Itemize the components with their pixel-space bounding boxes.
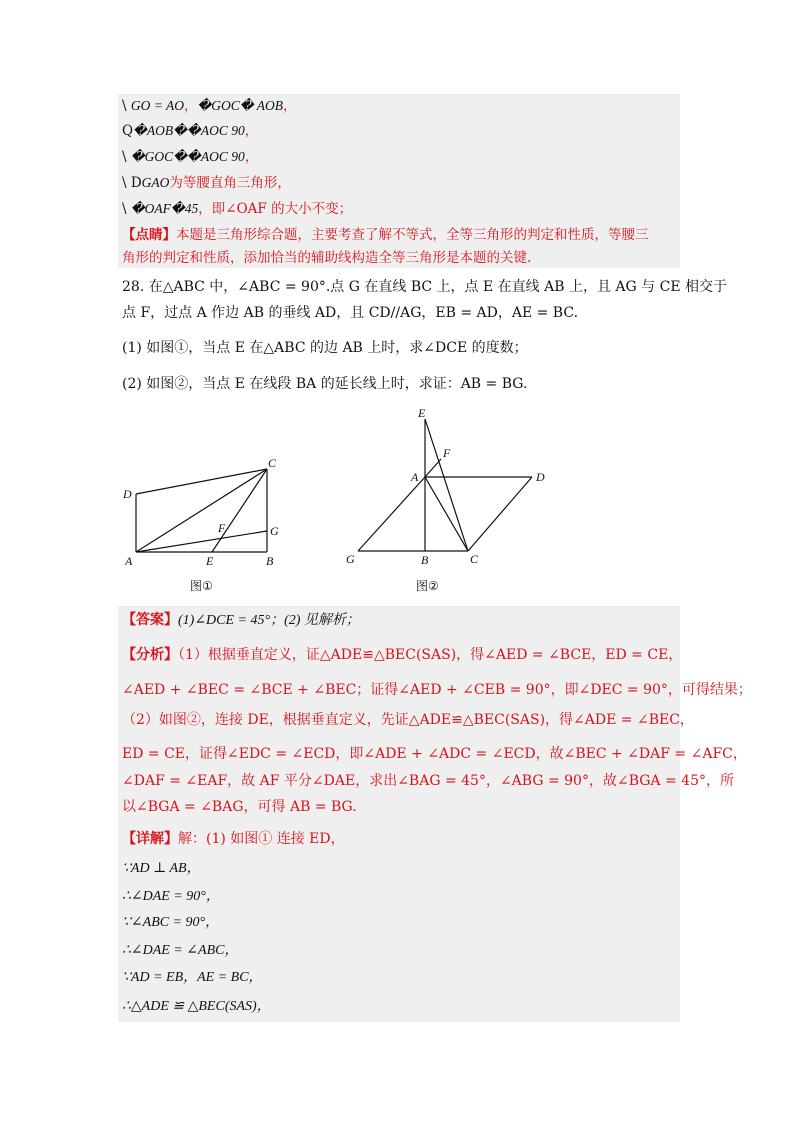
fig1-label-c: C (268, 456, 277, 470)
question-part-2: (2) 如图②，当点 E 在线段 BA 的延长线上时，求证：AB = BG. (122, 376, 528, 392)
detail-line-2: ∴∠DAE = 90°， (122, 889, 220, 904)
fig2-ga (358, 477, 425, 551)
fig1-label-d: D (123, 487, 132, 501)
figure-1 (136, 469, 267, 552)
detail-line-4: ∴∠DAE = ∠ABC， (122, 943, 239, 958)
analysis-label: 【分析】 (122, 647, 178, 663)
figure-2 (358, 419, 532, 551)
fig2-caption: 图② (416, 579, 439, 593)
comment-label: 【点睛】 (122, 227, 176, 243)
analysis-line-2: ∠AED + ∠BEC = ∠BCE + ∠BEC；证得∠AED + ∠CEB = 90°，即∠DEC = 90°，可得结果； (122, 682, 752, 698)
analysis-line-3: （2）如图②，连接 DE，根据垂直定义，先证△ADE≌△BEC(SAS)，得∠ADE = ∠BEC， (122, 712, 694, 728)
question-part-1: (1) 如图①，当点 E 在△ABC 的边 AB 上时，求∠DCE 的度数； (122, 340, 528, 356)
question-line-2: 点 F，过点 A 作边 AB 的垂线 AD，且 CD//AG，EB = AD，AE = BC. (122, 305, 579, 321)
fig2-label-g: G (346, 552, 355, 566)
fig2-cd (468, 477, 532, 551)
fig2-label-a: A (411, 470, 419, 484)
question-number: 28. (122, 279, 145, 295)
fig2-label-e: E (418, 406, 426, 420)
fig1-label-g: G (270, 524, 279, 538)
fig1-label-f: F (218, 521, 226, 535)
fig1-label-e: E (206, 554, 214, 568)
question-line-1: 28. 在△ABC 中，∠ABC = 90°.点 G 在直线 BC 上，点 E 在直线 AB 上，且 AG 与 CE 相交于 (122, 279, 727, 295)
fig2-label-b: B (421, 553, 429, 567)
fig2-label-c: C (470, 552, 479, 566)
top-line-1: \ GO = AO，�GOC� AOB， (122, 98, 297, 114)
top-line-3: \ �GOC��AOC 90， (122, 149, 259, 165)
fig2-label-d: D (536, 470, 545, 484)
analysis-line-1: 【分析】（1）根据垂直定义，证△ADE≌△BEC(SAS)，得∠AED = ∠BCE，ED = CE， (122, 647, 683, 663)
fig1-label-a: A (125, 554, 133, 568)
fig1-ag (136, 531, 267, 552)
figures (0, 405, 800, 605)
top-line-4: \ DGAO为等腰直角三角形， (122, 175, 291, 191)
fig1-label-b: B (266, 554, 274, 568)
analysis-line-4: ED = CE，证得∠EDC = ∠ECD，即∠ADE + ∠ADC = ∠ECD，故∠BEC + ∠DAF = ∠AFC， (122, 746, 747, 762)
detail-line-1: ∵AD ⊥ AB， (122, 861, 201, 876)
detail-line-5: ∵AD = EB，AE = BC， (122, 970, 263, 985)
answer-label: 【答案】 (122, 612, 178, 628)
fig2-label-f: F (443, 446, 451, 460)
fig1-caption: 图① (190, 579, 213, 593)
analysis-line-5: ∠DAF = ∠EAF，故 AF 平分∠DAE，求出∠BAG = 45°，∠ABG = 90°，故∠BGA = 45°，所 (122, 773, 734, 789)
detail-label: 【详解】 (122, 831, 178, 847)
detail-line-6: ∴△ADE ≌ △BEC(SAS)， (122, 999, 271, 1014)
comment-line-1: 【点睛】本题是三角形综合题，主要考查了解不等式，全等三角形的判定和性质，等腰三 (122, 227, 649, 243)
detail-line-3: ∵∠ABC = 90°， (122, 915, 220, 930)
fig1-ec (212, 469, 267, 552)
fig2-ac (425, 477, 468, 551)
comment-line-2: 角形的判定和性质，添加恰当的辅助线构造全等三角形是本题的关键. (122, 250, 532, 266)
fig2-af (425, 459, 441, 477)
answer-line: 【答案】(1)∠DCE = 45°；(2) 见解析； (122, 612, 360, 628)
top-line-5: \ �OAF�45，即∠OAF 的大小不变； (122, 201, 353, 217)
top-line-2: Q�AOB��AOC 90， (122, 123, 259, 139)
fig2-ec (425, 419, 468, 551)
detail-intro: 【详解】解：(1) 如图① 连接 ED， (122, 831, 345, 847)
analysis-line-6: 以∠BGA = ∠BAG，可得 AB = BG. (122, 799, 357, 815)
